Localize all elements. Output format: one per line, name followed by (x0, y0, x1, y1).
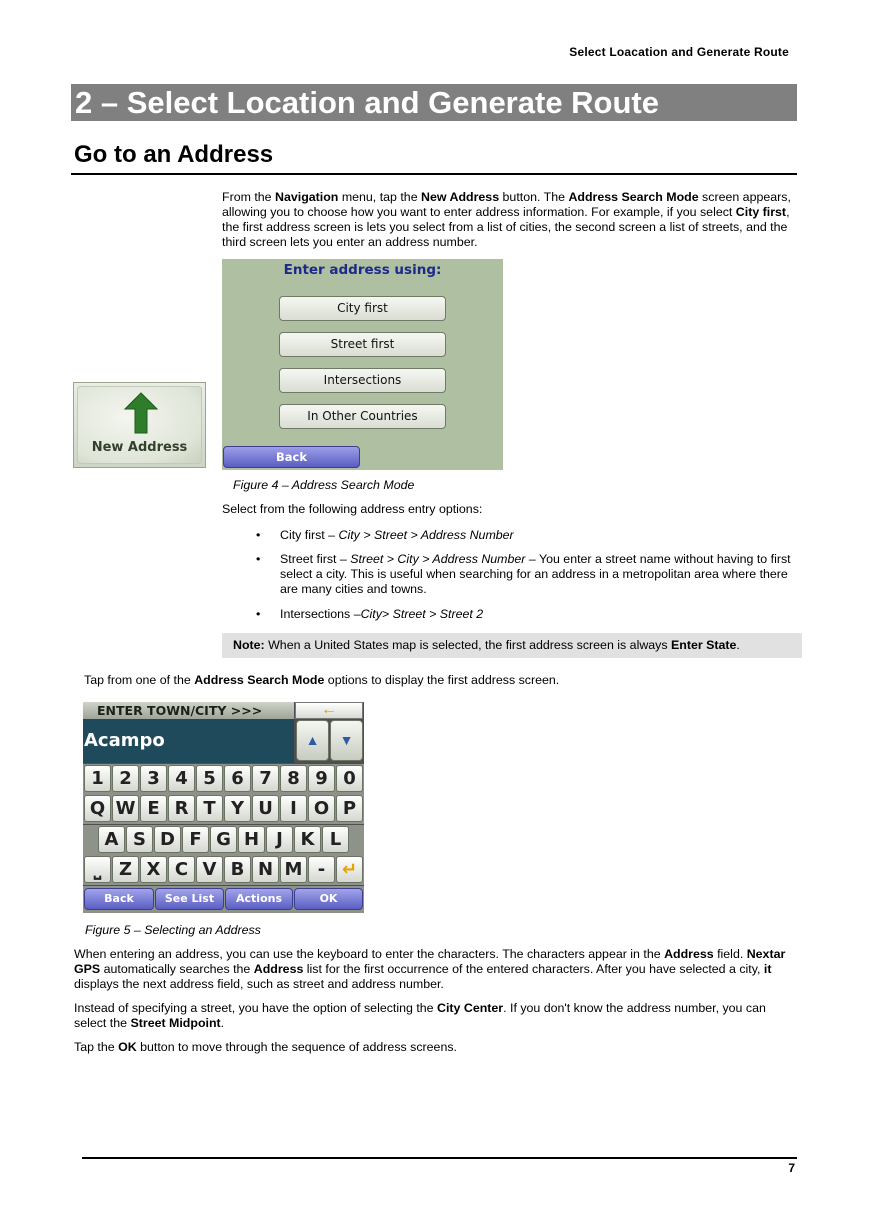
keyboard-key: T (196, 795, 223, 822)
keyboard-key: 1 (84, 765, 111, 792)
keyboard-row-qwerty (83, 794, 364, 824)
select-intro: Select from the following address entry options: (222, 502, 483, 516)
figure-4-caption: Figure 4 – Address Search Mode (233, 478, 415, 492)
city-first-button: City first (279, 296, 446, 321)
address-keyboard-screenshot (83, 702, 364, 913)
instead-paragraph: Instead of specifying a street, you have the option of selecting the City Center. If you don't know the address number, you can select the Street Midpoint. (74, 1001, 766, 1030)
backspace-arrow-icon: ← (295, 702, 363, 719)
keyboard-key: P (336, 795, 363, 822)
section-title: Go to an Address (74, 141, 274, 168)
keyboard-title: ENTER TOWN/CITY >>> (83, 702, 294, 719)
running-head: Select Loacation and Generate Route (569, 45, 789, 59)
intersections-button: Intersections (279, 368, 446, 393)
new-address-button-image (73, 382, 206, 468)
other-countries-button: In Other Countries (279, 404, 446, 429)
back-button: Back (223, 446, 360, 468)
entering-paragraph: When entering an address, you can use the keyboard to enter the characters. The characters appear in the Address field. Nextar GPS automatically searches the Address list for the first occurrence of the entered characters. After you have selected a city, it displays the next address field, such as street and address number. (74, 947, 786, 991)
keyboard-key: E (140, 795, 167, 822)
ok-paragraph: Tap the OK button to move through the sequence of address screens. (74, 1040, 457, 1054)
keyboard-key: W (112, 795, 139, 822)
keyboard-key: V (196, 856, 223, 883)
note-box: Note: When a United States map is selected, the first address screen is always Enter State. (222, 633, 802, 658)
keyboard-key: S (126, 826, 153, 853)
footer-divider (82, 1157, 797, 1159)
keyboard-key: 6 (224, 765, 251, 792)
keyboard-row-zxcv (83, 855, 364, 885)
keyboard-key: B (224, 856, 251, 883)
keyboard-key: 0 (336, 765, 363, 792)
up-arrow-icon (124, 391, 158, 435)
keyboard-key: ⎵ (84, 856, 111, 883)
keyboard-key: U (252, 795, 279, 822)
keyboard-key: R (168, 795, 195, 822)
keyboard-key: L (322, 826, 349, 853)
page-number: 7 (788, 1161, 795, 1175)
section-divider (71, 173, 797, 175)
keyboard-key: C (168, 856, 195, 883)
keyboard-key: Q (84, 795, 111, 822)
keyboard-row-asdf (83, 825, 364, 855)
address-search-heading: Enter address using: (283, 262, 442, 278)
keyboard-key: 3 (140, 765, 167, 792)
list-item: • City first – City > Street > Address Number (256, 528, 514, 542)
keyboard-key: N (252, 856, 279, 883)
kb-back-button: Back (84, 888, 154, 910)
keyboard-key: 2 (112, 765, 139, 792)
keyboard-key: ↵ (336, 856, 363, 883)
keyboard-key: K (294, 826, 321, 853)
new-address-label: New Address (91, 440, 188, 455)
keyboard-key: M (280, 856, 307, 883)
keyboard-key: Y (224, 795, 251, 822)
keyboard-key: 7 (252, 765, 279, 792)
scroll-down-icon: ▼ (330, 720, 363, 761)
keyboard-key: G (210, 826, 237, 853)
figure-5-caption: Figure 5 – Selecting an Address (85, 923, 261, 937)
kb-actions-button: Actions (225, 888, 293, 910)
keyboard-key: H (238, 826, 265, 853)
tap-paragraph: Tap from one of the Address Search Mode options to display the first address screen. (84, 673, 560, 687)
keyboard-key: A (98, 826, 125, 853)
address-field: Acampo (83, 719, 294, 763)
keyboard-key: Z (112, 856, 139, 883)
kb-see-list-button: See List (155, 888, 224, 910)
chapter-title: 2 – Select Location and Generate Route (71, 84, 797, 121)
keyboard-key: 8 (280, 765, 307, 792)
keyboard-key: I (280, 795, 307, 822)
keyboard-key: D (154, 826, 181, 853)
keyboard-key: J (266, 826, 293, 853)
address-search-mode-screenshot (222, 259, 503, 470)
keyboard-row-numbers (83, 764, 364, 794)
keyboard-key: 9 (308, 765, 335, 792)
intro-paragraph: From the Navigation menu, tap the New Address button. The Address Search Mode screen appears, allowing you to choose how you want to enter address information. For example, if you select City first, the first address screen is lets you select from a list of cities, the second screen a list of streets, and the third screen lets you enter an address number. (222, 190, 791, 249)
keyboard-key: 5 (196, 765, 223, 792)
street-first-button: Street first (279, 332, 446, 357)
list-item: • Intersections –City> Street > Street 2 (256, 607, 484, 621)
list-item: • Street first – Street > City > Address Number – You enter a street name without having to first select a city. This is useful when searching for an address in a metropolitan area where there are many cities and towns. (256, 552, 791, 596)
kb-ok-button: OK (294, 888, 363, 910)
keyboard-key: - (308, 856, 335, 883)
keyboard-key: O (308, 795, 335, 822)
keyboard-key: 4 (168, 765, 195, 792)
scroll-up-icon: ▲ (296, 720, 329, 761)
keyboard-key: X (140, 856, 167, 883)
keyboard-key: F (182, 826, 209, 853)
